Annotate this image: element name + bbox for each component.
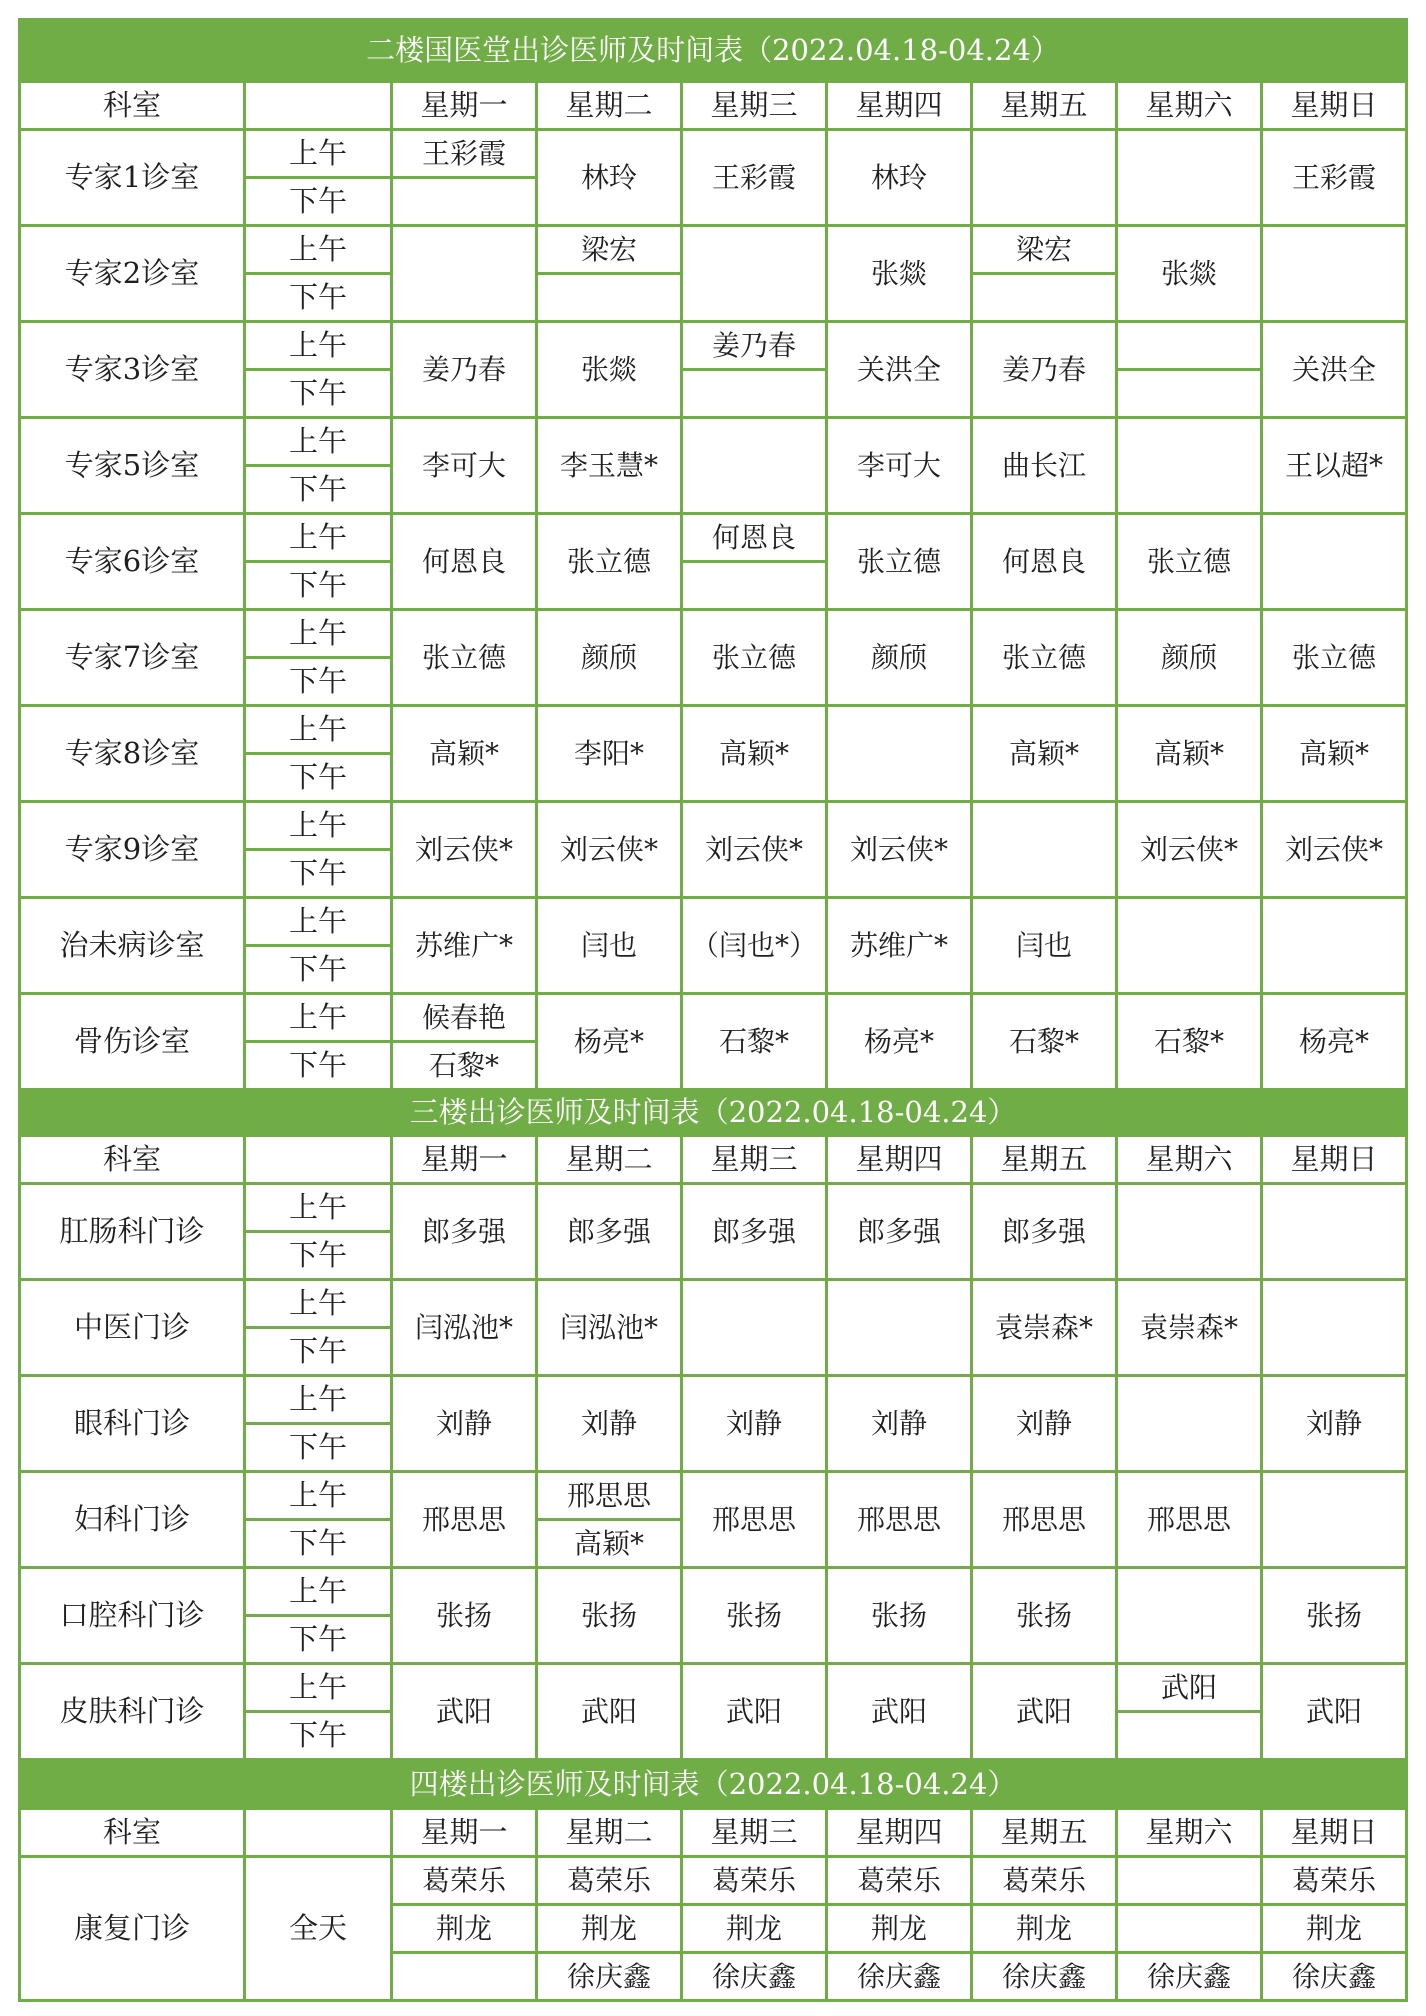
doctor-cell — [1118, 131, 1260, 224]
doctor-cell: 何恩良 — [973, 515, 1115, 608]
department-name: 眼科门诊 — [21, 1377, 243, 1470]
doctor-cell: 葛荣乐 — [683, 1858, 825, 1903]
doctor-cell: 杨亮* — [828, 995, 970, 1088]
doctor-cell: 梁宏 — [973, 227, 1115, 272]
period-label: 下午 — [246, 851, 390, 896]
doctor-cell: 刘静 — [538, 1377, 680, 1470]
doctor-cell: 徐庆鑫 — [1118, 1954, 1260, 1999]
period-label: 上午 — [246, 803, 390, 848]
doctor-cell: 邢思思 — [538, 1473, 680, 1518]
period-label: 上午 — [246, 227, 390, 272]
doctor-cell: 王以超* — [1263, 419, 1405, 512]
doctor-cell: 郎多强 — [973, 1185, 1115, 1278]
period-label: 下午 — [246, 1521, 390, 1566]
header-day: 星期日 — [1263, 83, 1405, 128]
department-name: 肛肠科门诊 — [21, 1185, 243, 1278]
doctor-cell: 张扬 — [538, 1569, 680, 1662]
doctor-cell: 张立德 — [973, 611, 1115, 704]
doctor-cell: 张扬 — [393, 1569, 535, 1662]
doctor-cell — [1263, 1473, 1405, 1566]
doctor-cell: 梁宏 — [538, 227, 680, 272]
doctor-cell: 刘云侠* — [828, 803, 970, 896]
header-day: 星期日 — [1263, 1137, 1405, 1182]
period-label: 下午 — [246, 1043, 390, 1088]
doctor-cell: 武阳 — [973, 1665, 1115, 1758]
doctor-cell: 武阳 — [683, 1665, 825, 1758]
section-title: 三楼出诊医师及时间表（2022.04.18-04.24） — [21, 1091, 1405, 1134]
header-day: 星期二 — [538, 1137, 680, 1182]
header-day: 星期一 — [393, 1810, 535, 1855]
doctor-cell — [683, 227, 825, 320]
period-label: 上午 — [246, 131, 390, 176]
doctor-cell — [1118, 1858, 1260, 1903]
doctor-cell: 徐庆鑫 — [828, 1954, 970, 1999]
period-label: 上午 — [246, 611, 390, 656]
doctor-cell: 荆龙 — [1263, 1906, 1405, 1951]
department-name: 皮肤科门诊 — [21, 1665, 243, 1758]
section-title: 二楼国医堂出诊医师及时间表（2022.04.18-04.24） — [21, 21, 1405, 80]
department-name: 专家3诊室 — [21, 323, 243, 416]
doctor-cell: 李阳* — [538, 707, 680, 800]
doctor-cell: 武阳 — [828, 1665, 970, 1758]
header-day: 星期四 — [828, 83, 970, 128]
doctor-cell: 闫泓池* — [538, 1281, 680, 1374]
header-day: 星期五 — [973, 1137, 1115, 1182]
doctor-cell: 高颖* — [973, 707, 1115, 800]
doctor-cell: 杨亮* — [1263, 995, 1405, 1088]
period-label: 上午 — [246, 1569, 390, 1614]
schedule-table — [18, 18, 1408, 2002]
doctor-cell: 武阳 — [1118, 1665, 1260, 1710]
doctor-cell: 王彩霞 — [1263, 131, 1405, 224]
header-day: 星期一 — [393, 83, 535, 128]
period-label: 下午 — [246, 1425, 390, 1470]
header-day: 星期三 — [683, 1810, 825, 1855]
doctor-cell — [683, 563, 825, 608]
doctor-cell: 郎多强 — [828, 1185, 970, 1278]
doctor-cell: 邢思思 — [828, 1473, 970, 1566]
doctor-cell: 葛荣乐 — [973, 1858, 1115, 1903]
doctor-cell: （闫也*） — [683, 899, 825, 992]
period-label: 上午 — [246, 1377, 390, 1422]
doctor-cell: 颜颀 — [1118, 611, 1260, 704]
period-label: 上午 — [246, 419, 390, 464]
doctor-cell — [973, 275, 1115, 320]
doctor-cell: 郎多强 — [538, 1185, 680, 1278]
period-label: 下午 — [246, 1329, 390, 1374]
doctor-cell: 刘云侠* — [1118, 803, 1260, 896]
doctor-cell: 刘云侠* — [1263, 803, 1405, 896]
header-day: 星期三 — [683, 1137, 825, 1182]
doctor-cell: 荆龙 — [683, 1906, 825, 1951]
department-name: 专家9诊室 — [21, 803, 243, 896]
department-name: 康复门诊 — [21, 1858, 243, 1999]
department-name: 专家5诊室 — [21, 419, 243, 512]
doctor-cell: 姜乃春 — [973, 323, 1115, 416]
doctor-cell: 张扬 — [973, 1569, 1115, 1662]
doctor-cell: 荆龙 — [393, 1906, 535, 1951]
section-title: 四楼出诊医师及时间表（2022.04.18-04.24） — [21, 1761, 1405, 1807]
period-label: 上午 — [246, 995, 390, 1040]
doctor-cell: 张立德 — [1118, 515, 1260, 608]
doctor-cell: 葛荣乐 — [393, 1858, 535, 1903]
period-label: 上午 — [246, 1473, 390, 1518]
doctor-cell: 张立德 — [683, 611, 825, 704]
doctor-cell: 邢思思 — [683, 1473, 825, 1566]
doctor-cell: 关洪全 — [828, 323, 970, 416]
doctor-cell — [1263, 227, 1405, 320]
doctor-cell — [683, 1281, 825, 1374]
doctor-cell — [1118, 1713, 1260, 1758]
doctor-cell: 闫泓池* — [393, 1281, 535, 1374]
doctor-cell — [828, 707, 970, 800]
doctor-cell: 郎多强 — [393, 1185, 535, 1278]
doctor-cell — [1118, 899, 1260, 992]
department-name: 专家8诊室 — [21, 707, 243, 800]
doctor-cell: 石黎* — [683, 995, 825, 1088]
doctor-cell: 姜乃春 — [393, 323, 535, 416]
period-label: 下午 — [246, 659, 390, 704]
header-day: 星期六 — [1118, 1810, 1260, 1855]
period-label: 下午 — [246, 947, 390, 992]
header-day: 星期六 — [1118, 83, 1260, 128]
period-label: 下午 — [246, 755, 390, 800]
doctor-cell: 荆龙 — [973, 1906, 1115, 1951]
doctor-cell: 李可大 — [828, 419, 970, 512]
doctor-cell: 荆龙 — [828, 1906, 970, 1951]
doctor-cell: 袁崇森* — [973, 1281, 1115, 1374]
doctor-cell: 刘云侠* — [683, 803, 825, 896]
doctor-cell: 张立德 — [1263, 611, 1405, 704]
header-day: 星期五 — [973, 83, 1115, 128]
period-label: 上午 — [246, 1665, 390, 1710]
doctor-cell — [683, 419, 825, 512]
doctor-cell: 颜颀 — [538, 611, 680, 704]
department-name: 专家1诊室 — [21, 131, 243, 224]
doctor-cell: 王彩霞 — [393, 131, 535, 176]
doctor-cell — [1118, 1906, 1260, 1951]
doctor-cell: 邢思思 — [393, 1473, 535, 1566]
doctor-cell: 徐庆鑫 — [683, 1954, 825, 1999]
period-label: 上午 — [246, 1281, 390, 1326]
department-name: 妇科门诊 — [21, 1473, 243, 1566]
department-name: 专家2诊室 — [21, 227, 243, 320]
doctor-cell: 石黎* — [1118, 995, 1260, 1088]
doctor-cell — [1263, 1281, 1405, 1374]
doctor-cell: 李玉慧* — [538, 419, 680, 512]
period-label: 下午 — [246, 275, 390, 320]
header-department: 科室 — [21, 1810, 243, 1855]
doctor-cell: 高颖* — [393, 707, 535, 800]
period-label: 下午 — [246, 371, 390, 416]
doctor-cell: 张扬 — [683, 1569, 825, 1662]
doctor-cell: 张立德 — [393, 611, 535, 704]
header-day: 星期四 — [828, 1137, 970, 1182]
doctor-cell: 高颖* — [1118, 707, 1260, 800]
doctor-cell — [393, 1954, 535, 1999]
doctor-cell: 徐庆鑫 — [538, 1954, 680, 1999]
doctor-cell: 石黎* — [393, 1043, 535, 1088]
department-name: 口腔科门诊 — [21, 1569, 243, 1662]
period-label: 上午 — [246, 899, 390, 944]
doctor-cell: 何恩良 — [393, 515, 535, 608]
doctor-cell — [538, 275, 680, 320]
doctor-cell: 高颖* — [538, 1521, 680, 1566]
doctor-cell: 刘静 — [828, 1377, 970, 1470]
header-period — [246, 1137, 390, 1182]
header-department: 科室 — [21, 1137, 243, 1182]
header-department: 科室 — [21, 83, 243, 128]
header-day: 星期四 — [828, 1810, 970, 1855]
doctor-cell: 高颖* — [683, 707, 825, 800]
doctor-cell: 葛荣乐 — [828, 1858, 970, 1903]
period-label: 下午 — [246, 563, 390, 608]
doctor-cell: 张扬 — [1263, 1569, 1405, 1662]
doctor-cell: 李可大 — [393, 419, 535, 512]
doctor-cell: 曲长江 — [973, 419, 1115, 512]
header-day: 星期一 — [393, 1137, 535, 1182]
department-name: 专家6诊室 — [21, 515, 243, 608]
doctor-cell — [973, 131, 1115, 224]
doctor-cell: 袁崇森* — [1118, 1281, 1260, 1374]
header-day: 星期五 — [973, 1810, 1115, 1855]
doctor-cell: 闫也 — [538, 899, 680, 992]
doctor-cell: 闫也 — [973, 899, 1115, 992]
doctor-cell: 候春艳 — [393, 995, 535, 1040]
header-day: 星期二 — [538, 83, 680, 128]
period-label: 下午 — [246, 1713, 390, 1758]
doctor-cell: 刘静 — [683, 1377, 825, 1470]
doctor-cell — [1118, 1377, 1260, 1470]
doctor-cell: 高颖* — [1263, 707, 1405, 800]
doctor-cell — [973, 803, 1115, 896]
doctor-cell — [1263, 1185, 1405, 1278]
header-day: 星期日 — [1263, 1810, 1405, 1855]
doctor-cell: 刘静 — [393, 1377, 535, 1470]
period-label: 下午 — [246, 1617, 390, 1662]
doctor-cell: 徐庆鑫 — [973, 1954, 1115, 1999]
doctor-cell: 葛荣乐 — [538, 1858, 680, 1903]
doctor-cell: 石黎* — [973, 995, 1115, 1088]
header-day: 星期六 — [1118, 1137, 1260, 1182]
doctor-cell: 武阳 — [393, 1665, 535, 1758]
header-day: 星期三 — [683, 83, 825, 128]
department-name: 骨伤诊室 — [21, 995, 243, 1088]
department-name: 中医门诊 — [21, 1281, 243, 1374]
doctor-cell: 苏维广* — [393, 899, 535, 992]
doctor-cell: 张燚 — [538, 323, 680, 416]
doctor-cell: 姜乃春 — [683, 323, 825, 368]
doctor-cell: 武阳 — [1263, 1665, 1405, 1758]
doctor-cell — [1263, 899, 1405, 992]
doctor-cell: 张扬 — [828, 1569, 970, 1662]
doctor-cell — [683, 371, 825, 416]
doctor-cell — [393, 227, 535, 320]
doctor-cell: 刘云侠* — [538, 803, 680, 896]
doctor-cell — [1118, 1185, 1260, 1278]
period-label: 下午 — [246, 179, 390, 224]
doctor-cell: 张立德 — [828, 515, 970, 608]
doctor-cell: 张燚 — [828, 227, 970, 320]
doctor-cell: 颜颀 — [828, 611, 970, 704]
period-label: 上午 — [246, 323, 390, 368]
period-label: 上午 — [246, 707, 390, 752]
doctor-cell: 苏维广* — [828, 899, 970, 992]
doctor-cell — [393, 179, 535, 224]
doctor-cell: 邢思思 — [973, 1473, 1115, 1566]
doctor-cell: 王彩霞 — [683, 131, 825, 224]
doctor-cell: 刘静 — [1263, 1377, 1405, 1470]
department-name: 治未病诊室 — [21, 899, 243, 992]
department-name: 专家7诊室 — [21, 611, 243, 704]
period-label: 下午 — [246, 1233, 390, 1278]
doctor-cell: 张燚 — [1118, 227, 1260, 320]
doctor-cell: 林玲 — [538, 131, 680, 224]
header-period — [246, 1810, 390, 1855]
doctor-cell: 武阳 — [538, 1665, 680, 1758]
doctor-cell — [1118, 419, 1260, 512]
doctor-cell: 刘云侠* — [393, 803, 535, 896]
doctor-cell: 刘静 — [973, 1377, 1115, 1470]
header-day: 星期二 — [538, 1810, 680, 1855]
doctor-cell — [1118, 371, 1260, 416]
period-label: 上午 — [246, 515, 390, 560]
doctor-cell — [1263, 515, 1405, 608]
doctor-cell: 徐庆鑫 — [1263, 1954, 1405, 1999]
period-label: 全天 — [246, 1858, 390, 1999]
period-label: 上午 — [246, 1185, 390, 1230]
doctor-cell: 荆龙 — [538, 1906, 680, 1951]
doctor-cell: 关洪全 — [1263, 323, 1405, 416]
doctor-cell: 林玲 — [828, 131, 970, 224]
doctor-cell: 葛荣乐 — [1263, 1858, 1405, 1903]
doctor-cell — [1118, 323, 1260, 368]
doctor-cell: 郎多强 — [683, 1185, 825, 1278]
period-label: 下午 — [246, 467, 390, 512]
doctor-cell: 邢思思 — [1118, 1473, 1260, 1566]
doctor-cell — [1118, 1569, 1260, 1662]
doctor-cell: 张立德 — [538, 515, 680, 608]
doctor-cell — [828, 1281, 970, 1374]
doctor-cell: 何恩良 — [683, 515, 825, 560]
header-period — [246, 83, 390, 128]
doctor-cell: 杨亮* — [538, 995, 680, 1088]
